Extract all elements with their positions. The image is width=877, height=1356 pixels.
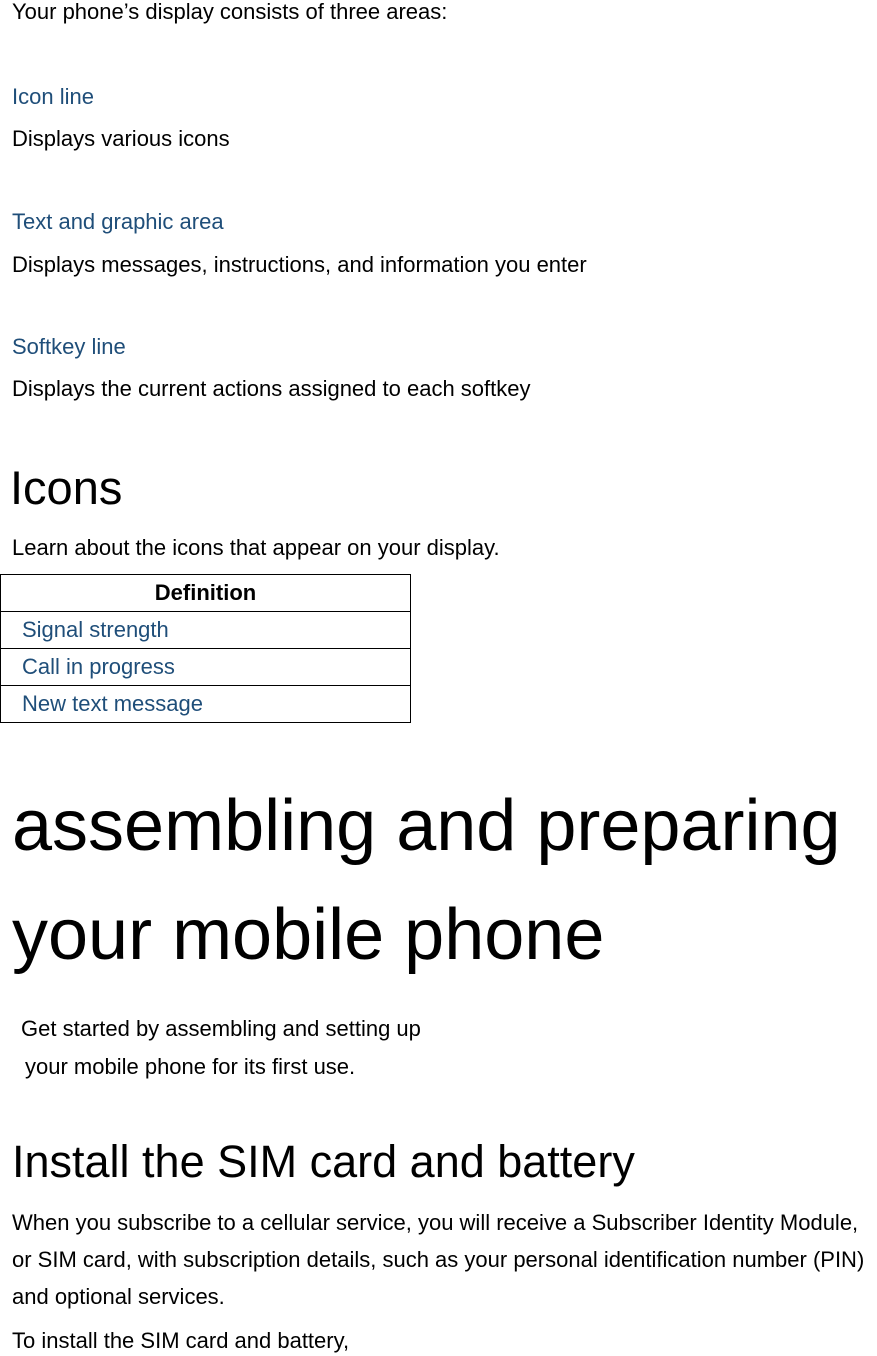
term-text-graphic-area: Text and graphic area	[12, 209, 224, 234]
table-row	[1, 612, 411, 649]
term-softkey-line: Softkey line	[12, 334, 126, 359]
icons-lead-text: Learn about the icons that appear on your display.	[12, 535, 500, 560]
icons-table	[0, 574, 411, 723]
table-row	[1, 686, 411, 723]
install-paragraph: When you subscribe to a cellular service, you will receive a Subscriber Identity Module, or SIM card, with subscription details, such as your personal identification number (PIN) and optional services.	[12, 1210, 865, 1309]
desc-softkey-line: Displays the current actions assigned to each softkey	[12, 376, 531, 401]
desc-text-graphic-area: Displays messages, instructions, and information you enter	[12, 252, 587, 277]
term-icon-line: Icon line	[12, 84, 94, 109]
desc-icon-line: Displays various icons	[12, 126, 230, 151]
chapter-subtitle-line1: Get started by assembling and setting up	[21, 1016, 421, 1041]
table-cell-call-in-progress: Call in progress	[1, 649, 411, 686]
table-header-row	[1, 575, 411, 612]
table-cell-new-text-message: New text message	[1, 686, 411, 723]
icons-heading: Icons	[10, 461, 123, 514]
chapter-title-line2: your mobile phone	[12, 895, 605, 975]
install-next-text: To install the SIM card and battery,	[12, 1328, 350, 1353]
table-cell-signal-strength: Signal strength	[1, 612, 411, 649]
table-header-definition: Definition	[1, 575, 411, 612]
chapter-title-line1: assembling and preparing	[12, 786, 841, 866]
intro-text: Your phone’s display consists of three areas:	[12, 0, 448, 24]
table-row	[1, 649, 411, 686]
chapter-subtitle-line2: your mobile phone for its first use.	[25, 1054, 356, 1079]
install-heading: Install the SIM card and battery	[12, 1136, 635, 1187]
